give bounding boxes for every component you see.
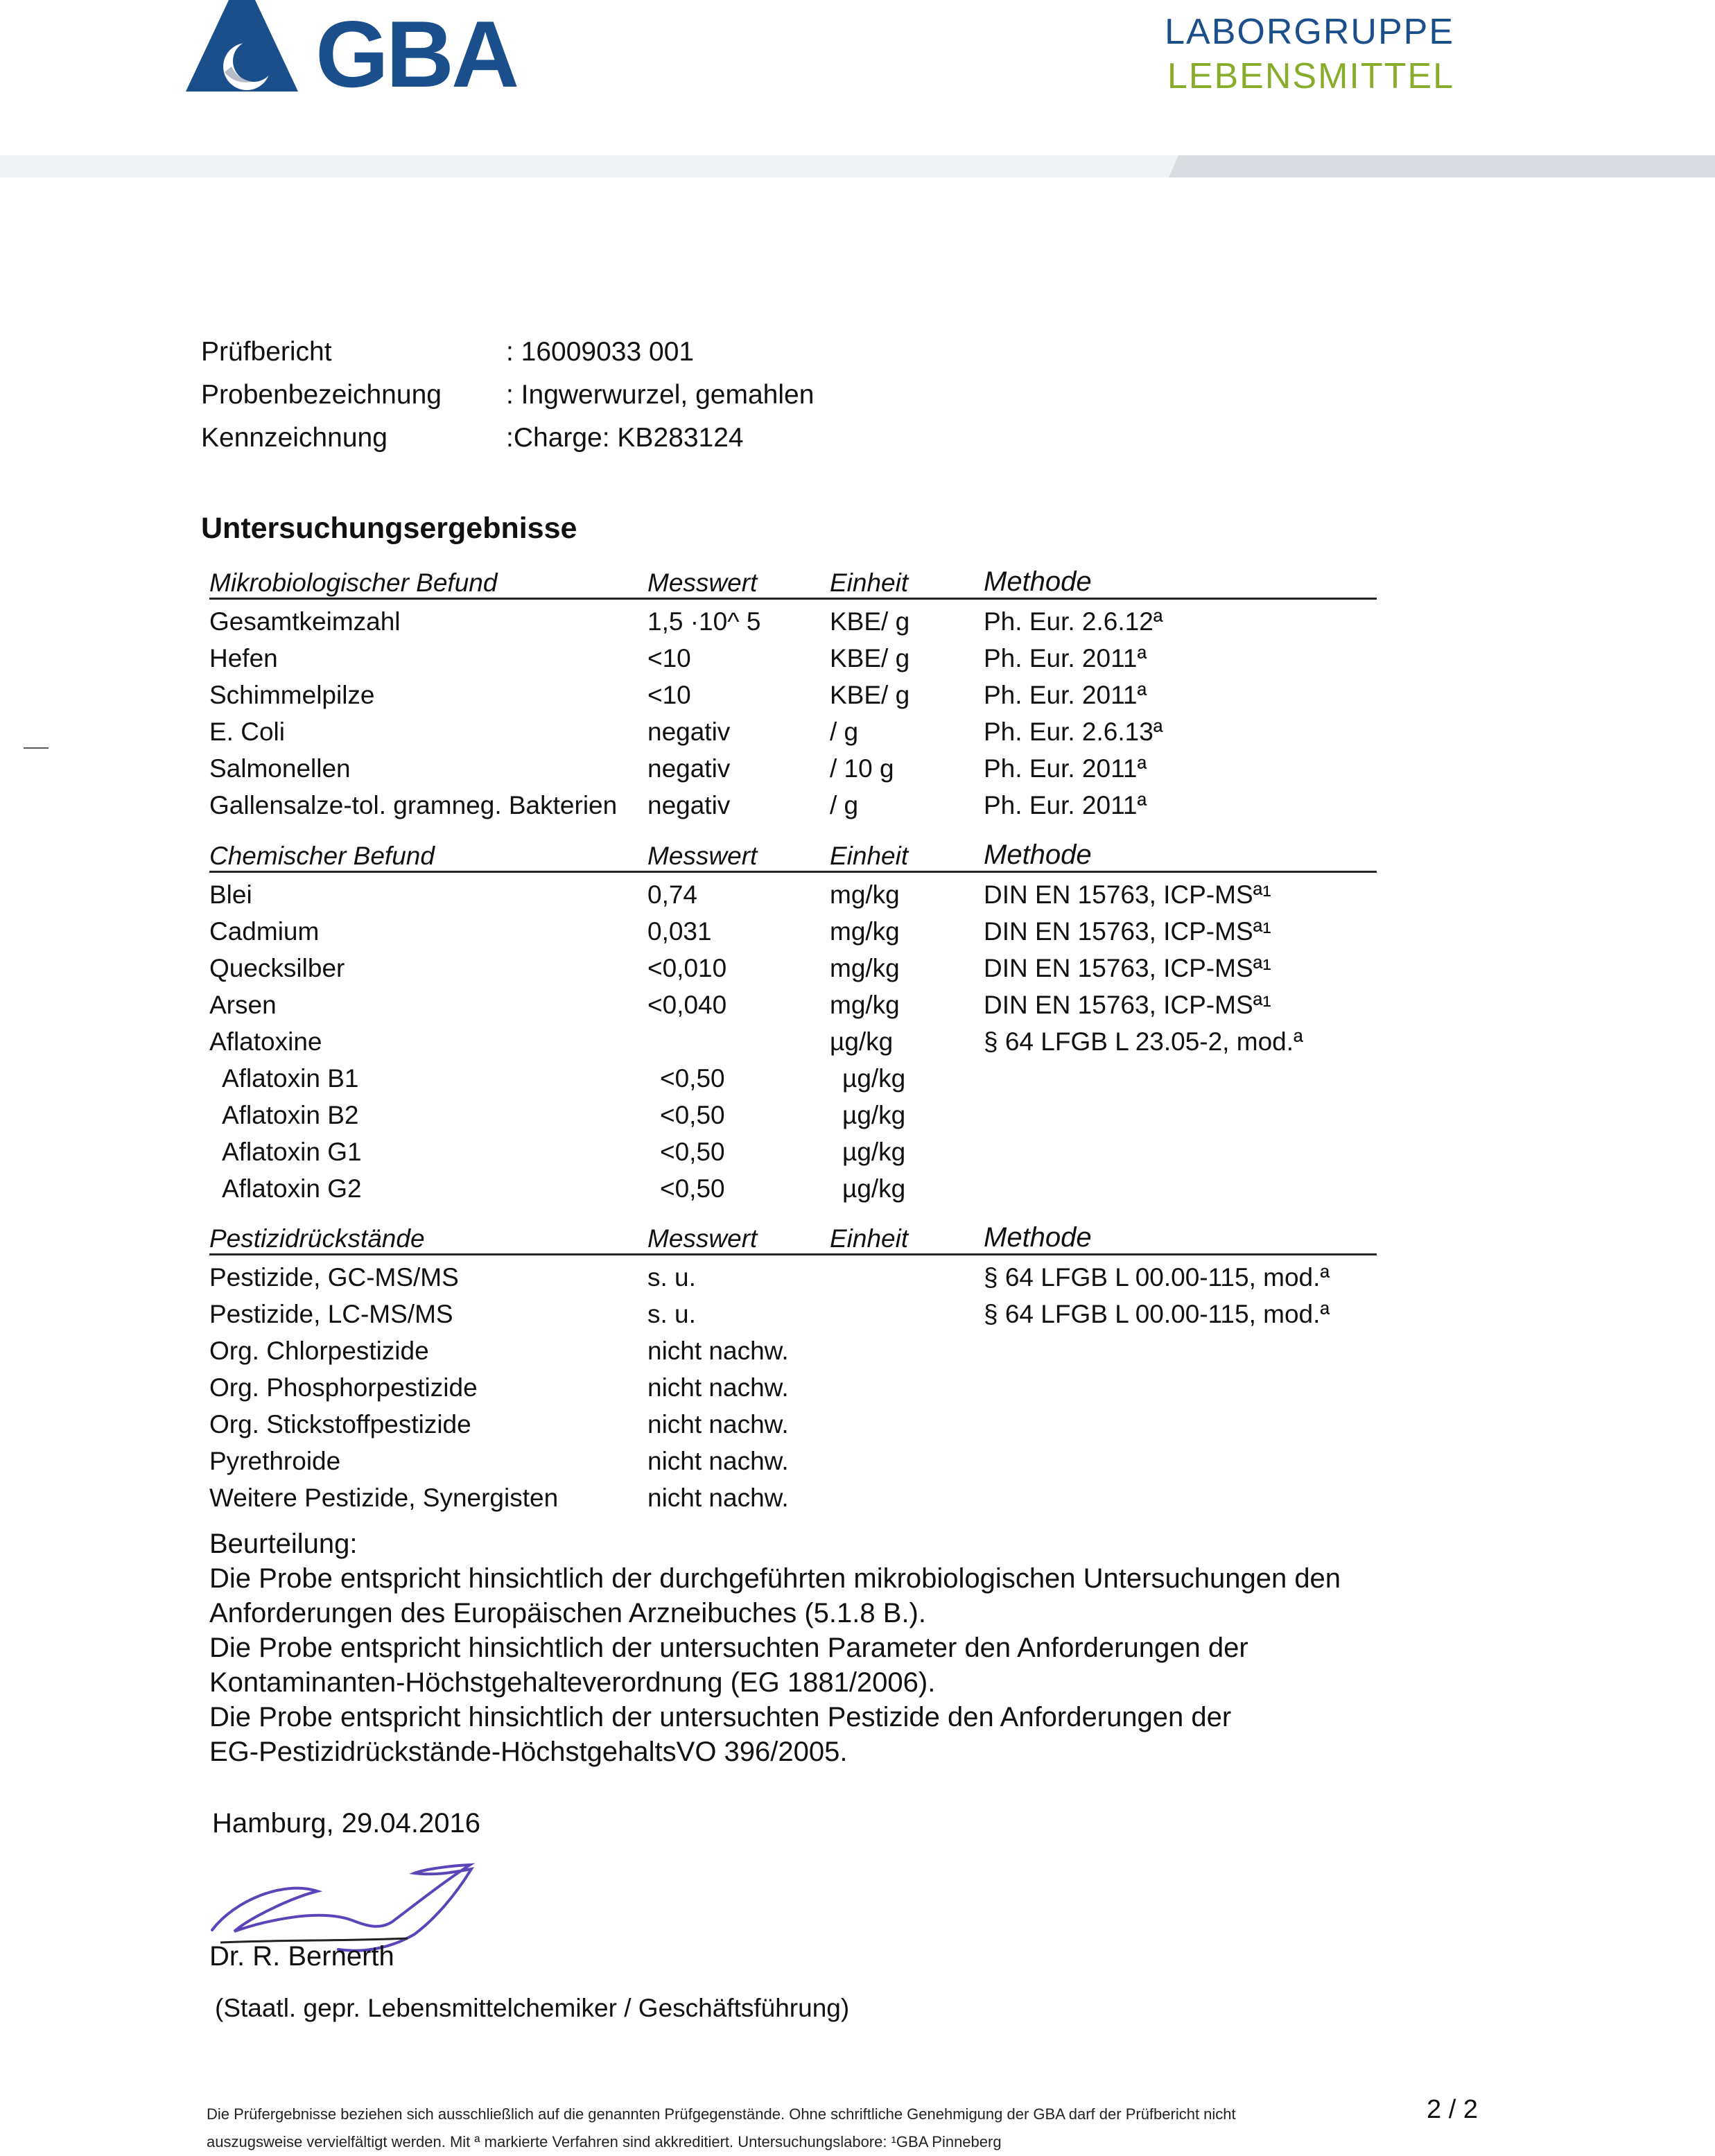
table-cell: nicht nachw. <box>647 1337 789 1365</box>
table-row <box>209 1255 1377 1292</box>
column-header: Methode <box>984 566 1092 597</box>
header-band <box>0 155 1715 177</box>
column-header: Messwert <box>647 1224 758 1253</box>
table-cell: negativ <box>647 754 731 783</box>
meta-value: : Ingwerwurzel, gemahlen <box>506 380 815 410</box>
table-row <box>209 983 1377 1020</box>
table-row <box>209 946 1377 983</box>
date-place: Hamburg, 29.04.2016 <box>212 1808 480 1838</box>
table-cell: nicht nachw. <box>647 1484 789 1512</box>
table-cell: § 64 LFGB L 00.00-115, mod.ª <box>984 1263 1330 1292</box>
column-header: Messwert <box>647 842 758 870</box>
meta-row <box>201 337 814 380</box>
table-cell: Schimmelpilze <box>209 681 375 709</box>
table-cell: µg/kg <box>842 1138 906 1166</box>
table-cell: <0,50 <box>660 1138 725 1166</box>
lab-name-line2: LEBENSMITTEL <box>1167 56 1454 96</box>
table-cell: Weitere Pestizide, Synergisten <box>209 1484 559 1512</box>
table-cell: mg/kg <box>830 917 900 946</box>
table-row <box>209 673 1377 710</box>
table-cell: nicht nachw. <box>647 1410 789 1438</box>
table-cell: µg/kg <box>830 1027 894 1056</box>
footer-line: auszugsweise vervielfältigt werden. Mit ª markierte Verfahren sind akkreditiert. Untersuchungslabore: ¹GBA Pinneberg <box>207 2133 1002 2150</box>
pesticide-table <box>209 1224 1377 1513</box>
table-row <box>209 747 1377 783</box>
table-cell: Org. Stickstoffpestizide <box>209 1410 471 1438</box>
report-meta <box>201 337 814 466</box>
table-cell: / 10 g <box>830 754 894 783</box>
table-cell: KBE/ g <box>830 681 910 709</box>
table-row <box>209 1057 1377 1093</box>
column-header: Einheit <box>830 842 909 870</box>
signer-role: (Staatl. gepr. Lebensmittelchemiker / Geschäftsführung) <box>215 1994 850 2022</box>
table-cell: DIN EN 15763, ICP-MSª¹ <box>984 917 1271 946</box>
table-row <box>209 1130 1377 1167</box>
page-number: 2 / 2 <box>1427 2095 1478 2124</box>
meta-label: Kennzeichnung <box>201 423 388 453</box>
assessment-line: Kontaminanten-Höchstgehalteverordnung (EG 1881/2006). <box>209 1667 936 1698</box>
table-row <box>209 600 1377 636</box>
table-cell: Ph. Eur. 2011ª <box>984 681 1147 709</box>
table-cell: Aflatoxine <box>209 1027 322 1056</box>
table-row <box>209 636 1377 673</box>
table-cell: KBE/ g <box>830 644 910 672</box>
column-header: Chemischer Befund <box>209 842 435 870</box>
assessment-line: Die Probe entspricht hinsichtlich der durchgeführten mikrobiologischen Untersuchungen den <box>209 1563 1341 1594</box>
table-cell: Gesamtkeimzahl <box>209 607 401 636</box>
table-cell: mg/kg <box>830 880 900 909</box>
table-cell: Aflatoxin G2 <box>222 1174 362 1203</box>
table-cell: µg/kg <box>842 1064 906 1093</box>
column-header: Pestizidrückstände <box>209 1224 425 1253</box>
table-cell: Arsen <box>209 991 277 1019</box>
assessment <box>209 1527 1388 1769</box>
meta-label: Probenbezeichnung <box>201 380 442 410</box>
footer-note <box>207 2101 1316 2156</box>
table-cell: Ph. Eur. 2011ª <box>984 644 1147 672</box>
table-header <box>209 568 1377 600</box>
table-cell: Org. Phosphorpestizide <box>209 1373 478 1402</box>
assessment-line: Die Probe entspricht hinsichtlich der untersuchten Parameter den Anforderungen der <box>209 1633 1248 1663</box>
table-cell: KBE/ g <box>830 607 910 636</box>
table-row <box>209 1093 1377 1130</box>
table-row <box>209 1167 1377 1203</box>
table-cell: <0,040 <box>647 991 727 1019</box>
assessment-line: Anforderungen des Europäischen Arzneibuches (5.1.8 B.). <box>209 1598 926 1628</box>
margin-mark <box>24 747 49 749</box>
table-cell: <0,50 <box>660 1064 725 1093</box>
meta-row <box>201 423 814 466</box>
table-cell: Pestizide, GC-MS/MS <box>209 1263 459 1292</box>
column-header: Mikrobiologischer Befund <box>209 568 498 597</box>
table-cell: mg/kg <box>830 954 900 982</box>
table-cell: Gallensalze-tol. gramneg. Bakterien <box>209 791 618 819</box>
table-cell: Org. Chlorpestizide <box>209 1337 429 1365</box>
table-cell: Ph. Eur. 2.6.13ª <box>984 718 1163 746</box>
table-cell: mg/kg <box>830 991 900 1019</box>
footer-line: Die Prüfergebnisse beziehen sich ausschließlich auf die genannten Prüfgegenstände. Ohne schriftliche Genehmigung der GBA darf der Prüfbericht nicht <box>207 2105 1236 2123</box>
table-cell: negativ <box>647 791 731 819</box>
table-row <box>209 783 1377 820</box>
table-cell: Aflatoxin G1 <box>222 1138 362 1166</box>
table-cell: Blei <box>209 880 252 909</box>
table-cell: µg/kg <box>842 1174 906 1203</box>
signer-name: Dr. R. Bernerth <box>209 1941 394 1972</box>
column-header: Methode <box>984 1222 1092 1253</box>
assessment-line: EG-Pestizidrückstände-HöchstgehaltsVO 396/2005. <box>209 1737 848 1767</box>
gba-logo-icon <box>186 0 298 92</box>
table-row <box>209 910 1377 946</box>
table-cell: 0,031 <box>647 917 712 946</box>
assessment-heading: Beurteilung: <box>209 1529 358 1559</box>
column-header: Methode <box>984 840 1092 870</box>
logo-text: GBA <box>315 1 517 107</box>
meta-value: :Charge: KB283124 <box>506 423 744 453</box>
table-cell: Aflatoxin B2 <box>222 1101 359 1129</box>
microbiology-table <box>209 568 1377 820</box>
table-cell: Ph. Eur. 2011ª <box>984 791 1147 819</box>
table-cell: nicht nachw. <box>647 1447 789 1475</box>
table-cell: § 64 LFGB L 23.05-2, mod.ª <box>984 1027 1303 1056</box>
table-cell: Cadmium <box>209 917 320 946</box>
column-header: Einheit <box>830 1224 909 1253</box>
table-cell: DIN EN 15763, ICP-MSª¹ <box>984 991 1271 1019</box>
table-cell: E. Coli <box>209 718 285 746</box>
table-row <box>209 1366 1377 1402</box>
table-cell: negativ <box>647 718 731 746</box>
table-cell: Salmonellen <box>209 754 351 783</box>
meta-value: : 16009033 001 <box>506 337 695 367</box>
table-cell: Quecksilber <box>209 954 345 982</box>
table-row <box>209 1476 1377 1513</box>
table-cell: / g <box>830 718 859 746</box>
table-cell: nicht nachw. <box>647 1373 789 1402</box>
table-row <box>209 1020 1377 1057</box>
table-cell: <10 <box>647 681 691 709</box>
assessment-line: Die Probe entspricht hinsichtlich der untersuchten Pestizide den Anforderungen der <box>209 1702 1232 1732</box>
meta-row <box>201 380 814 423</box>
table-cell: <0,50 <box>660 1174 725 1203</box>
table-row <box>209 710 1377 747</box>
table-cell: Pestizide, LC-MS/MS <box>209 1300 453 1328</box>
column-header: Einheit <box>830 568 909 597</box>
meta-label: Prüfbericht <box>201 337 332 367</box>
lab-name-line1: LABORGRUPPE <box>1165 12 1454 52</box>
table-cell: DIN EN 15763, ICP-MSª¹ <box>984 954 1271 982</box>
table-row <box>209 1402 1377 1439</box>
table-cell: <0,50 <box>660 1101 725 1129</box>
section-title: Untersuchungsergebnisse <box>201 512 577 545</box>
table-cell: 0,74 <box>647 880 698 909</box>
table-cell: § 64 LFGB L 00.00-115, mod.ª <box>984 1300 1330 1328</box>
table-cell: / g <box>830 791 859 819</box>
table-cell: <10 <box>647 644 691 672</box>
column-header: Messwert <box>647 568 758 597</box>
chemistry-table <box>209 842 1377 1203</box>
table-cell: <0,010 <box>647 954 727 982</box>
table-cell: Hefen <box>209 644 278 672</box>
table-cell: 1,5 ·10^ 5 <box>647 607 761 636</box>
table-cell: Pyrethroide <box>209 1447 341 1475</box>
table-header <box>209 842 1377 873</box>
table-row <box>209 1292 1377 1329</box>
table-cell: Aflatoxin B1 <box>222 1064 359 1093</box>
table-header <box>209 1224 1377 1255</box>
table-cell: s. u. <box>647 1300 696 1328</box>
table-cell: DIN EN 15763, ICP-MSª¹ <box>984 880 1271 909</box>
table-cell: µg/kg <box>842 1101 906 1129</box>
table-row <box>209 873 1377 910</box>
table-row <box>209 1329 1377 1366</box>
table-cell: Ph. Eur. 2.6.12ª <box>984 607 1163 636</box>
table-cell: Ph. Eur. 2011ª <box>984 754 1147 783</box>
table-row <box>209 1439 1377 1476</box>
table-cell: s. u. <box>647 1263 696 1292</box>
